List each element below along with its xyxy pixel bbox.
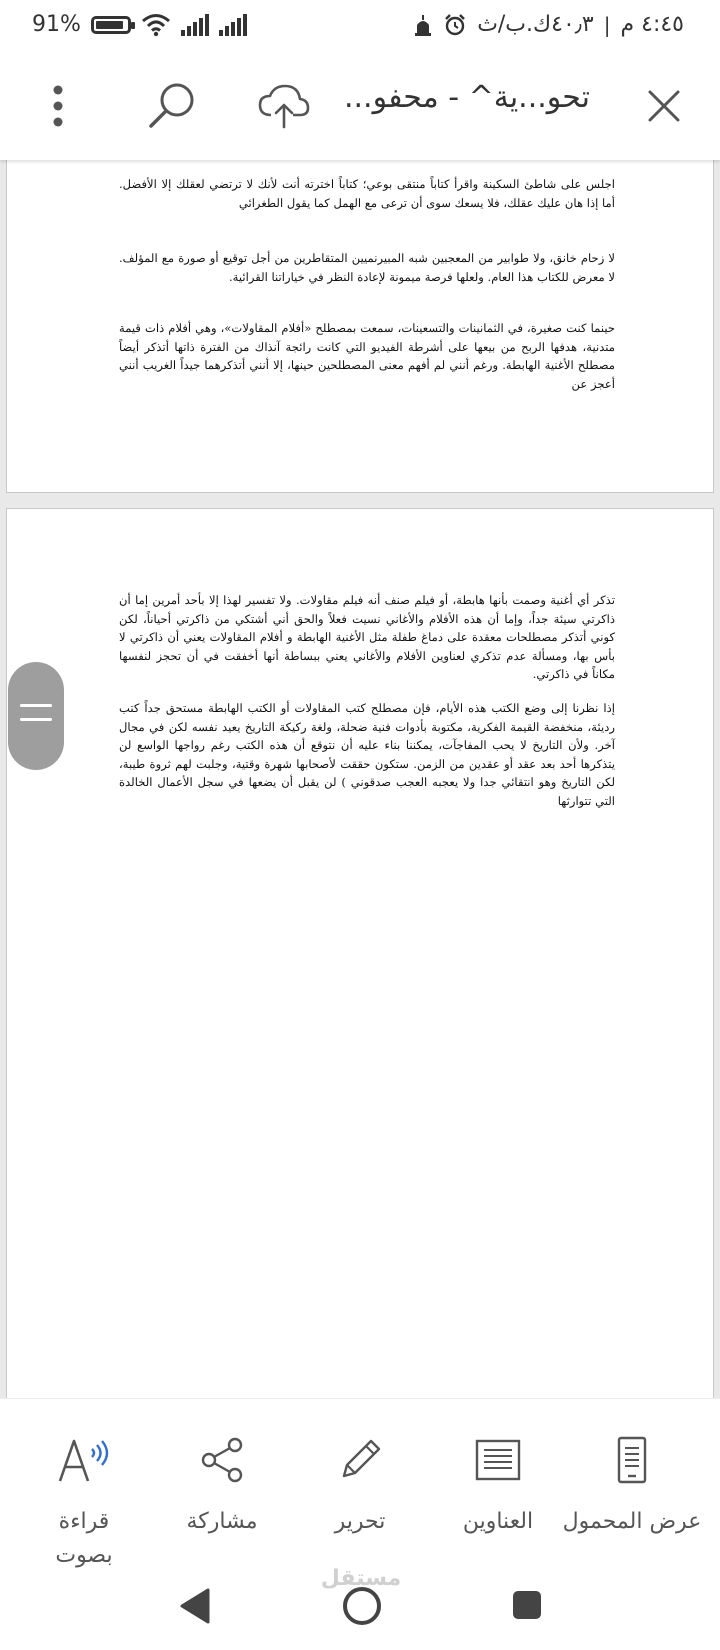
more-vert-icon bbox=[51, 84, 65, 128]
paragraph: لا زحام خانق، ولا طوابير من المعجبين شبه المبيرنميين المتقاطرين من أجل توقيع أو صورة مع المؤلف. لا معرض للكتاب هذا العام. ولعلها فرصة ميمونة لإعادة النظر في خياراتنا القرائية. bbox=[119, 251, 615, 284]
app-toolbar bbox=[0, 52, 720, 160]
more-options-button[interactable] bbox=[26, 74, 90, 138]
mobile-view-button[interactable] bbox=[562, 1429, 702, 1539]
back-triangle-icon bbox=[176, 1586, 212, 1626]
status-left bbox=[32, 12, 247, 37]
signal-icon-1 bbox=[181, 14, 209, 36]
battery-fill bbox=[96, 21, 123, 29]
search-button[interactable] bbox=[140, 74, 204, 138]
status-bar bbox=[0, 0, 720, 52]
mobile-view-icon bbox=[616, 1436, 648, 1484]
headings-button[interactable] bbox=[428, 1429, 568, 1539]
status-time: ٤:٤٥ م bbox=[620, 12, 684, 37]
battery-percent: 91% bbox=[32, 12, 81, 37]
document-page-1 bbox=[6, 160, 714, 493]
nav-recents-button[interactable] bbox=[510, 1588, 544, 1622]
headings-icon bbox=[475, 1439, 521, 1481]
document-page-2 bbox=[6, 508, 714, 1400]
close-button[interactable] bbox=[632, 74, 696, 138]
action-label: قراءة بصوت bbox=[55, 1509, 113, 1568]
paragraph: اجلس على شاطئ السكينة واقرأ كتاباً منتقى بوعي؛ كتاباً اخترته أنت لأنك لا ترتضي لعقلك إلا الأفضل. أما إذا هان عليك عقلك، فلا يسعك سوى أن ترعى مع الهمل كما يقول الطغرائي bbox=[119, 177, 615, 210]
bottom-action-bar bbox=[0, 1398, 720, 1569]
action-label: العناوين bbox=[462, 1509, 534, 1534]
wifi-icon bbox=[141, 13, 171, 37]
battery-icon bbox=[91, 16, 131, 34]
read-aloud-icon bbox=[56, 1435, 112, 1485]
network-speed: ٤٠٫٣ك.ب/ث bbox=[477, 12, 594, 37]
scroll-handle[interactable] bbox=[8, 662, 64, 770]
alarm-icon bbox=[443, 13, 467, 37]
document-title[interactable]: تحو...ية^ - محفو... bbox=[343, 80, 590, 115]
paragraph: حينما كنت صغيرة، في الثمانينات والتسعينات، سمعت بمصطلح «أفلام المقاولات»، وهي أفلام ذات قيمة متدنية، هدفها الربح من بيعها على أشرطة الفيديو التي كانت رائجة آنذاك من الفترة ذاتها أتذكر أيضاً مصطلح الأغنية الهابطة. ورغم أنني لم أفهم معنى المصطلحين حينها، إلا أنني أتذكرهما جيداً الغريب أنني أعجز عن bbox=[119, 321, 615, 391]
action-label: تحرير bbox=[334, 1509, 386, 1534]
recents-square-icon bbox=[510, 1588, 544, 1622]
close-icon bbox=[647, 89, 681, 123]
document-viewer[interactable] bbox=[0, 160, 720, 1400]
paragraph: تذكر أي أغنية وصمت بأنها هابطة، أو فيلم صنف أنه فيلم مقاولات. ولا تفسير لهذا إلا بأحد أمرين إما أن ذاكرتي سيئة جداً، وإما أن هذه الأفلام والأغاني نسيت فعلاً والحق أني أشتكي من ذاكرتي أحياناً، لكن كوني أتذكر مصطلحات معقدة على دماغ طفلة مثل الأغنية الهابطة و أفلام المقاولات يعني أن ذاكرتي لا بأس بها، ومسألة عدم تذكري لعناوين الأفلام والأغاني يعني ببساطة أنها أخفقت في أن تحجز لنفسها مكاناً في ذاكرتي. bbox=[119, 593, 615, 681]
mosque-icon bbox=[413, 14, 433, 36]
share-icon bbox=[199, 1437, 245, 1483]
watermark: مستقل bbox=[320, 1566, 402, 1591]
edit-button[interactable] bbox=[290, 1429, 430, 1539]
action-label: عرض المحمول bbox=[562, 1509, 702, 1534]
search-icon bbox=[146, 80, 198, 132]
pencil-icon bbox=[336, 1436, 384, 1484]
status-right bbox=[413, 12, 684, 37]
signal-icon-2 bbox=[219, 14, 247, 36]
status-separator: | bbox=[603, 12, 611, 37]
action-label: مشاركة bbox=[186, 1509, 258, 1534]
share-button[interactable] bbox=[152, 1429, 292, 1539]
nav-back-button[interactable] bbox=[176, 1586, 216, 1626]
paragraph: إذا نظرنا إلى وضع الكتب هذه الأيام، فإن مصطلح كتب المقاولات أو الكتب الهابطة مستحق جداً كتب رديئة، منخفضة القيمة الفكرية، مكتوبة بأدوات فنية ضحلة، ولغة ركيكة التاريخ يعيد نفسه لكن في مجال آخر. ولأن التاريخ لا يحب المفاجآت، يمكننا بناء عليه أن نتوقع أن هذه الكتب رغم رواجها الواسع لن يتذكرها أحد بعد عقد أو عقدين من الزمن. ستكون حققت لأصحابها شهرة وقتية، وجلبت لهم ثروة طيبة، لكن التاريخ وهو انتقائي جدا ولا يعجبه العجب صدقوني ) لن يقبل أن يضعها في سجل الأعمال الخالدة التي تتوارثها bbox=[119, 701, 615, 808]
